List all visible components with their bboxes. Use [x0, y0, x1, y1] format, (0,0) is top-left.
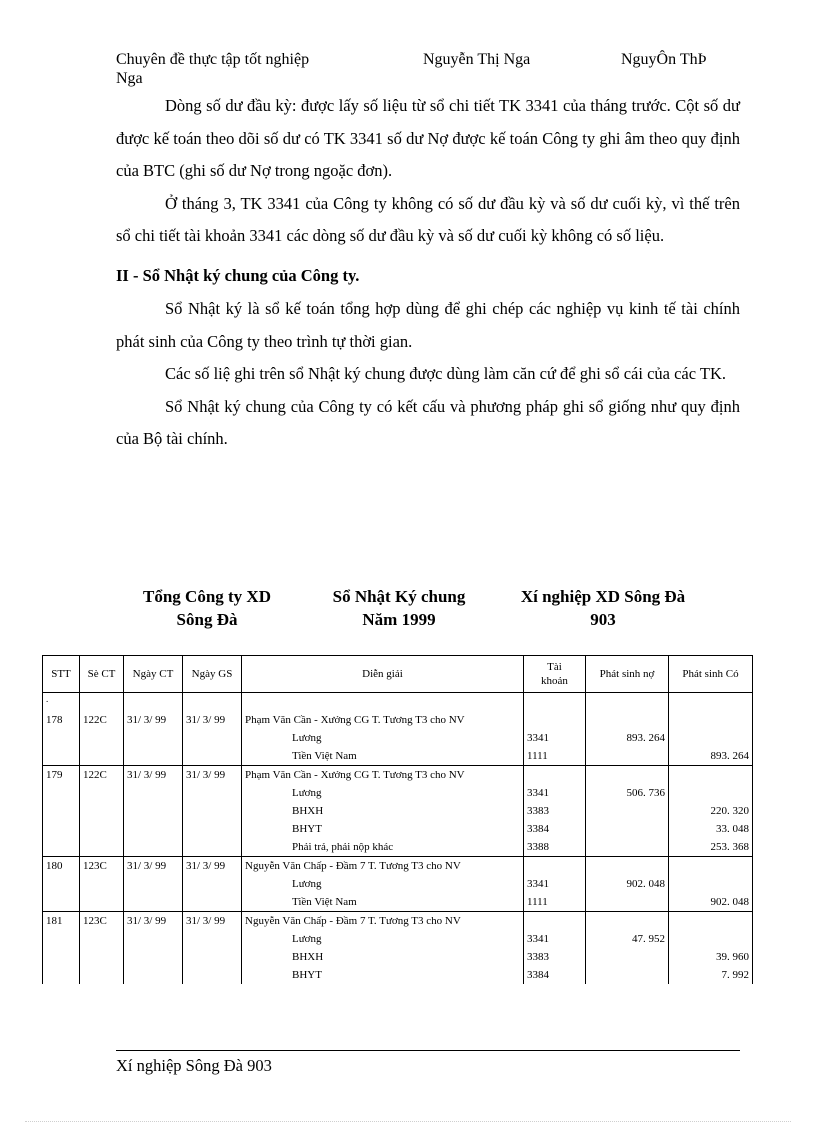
line-label: Tiền Việt Nam: [242, 747, 524, 766]
line-credit: [669, 729, 753, 747]
line-account: 1111: [524, 893, 586, 912]
col-header-tai-khoan: [524, 656, 586, 693]
section-heading: II - Sổ Nhật ký chung của Công ty.: [116, 265, 360, 285]
line-debit: [586, 747, 669, 766]
line-account: 3341: [524, 729, 586, 747]
entry-description: Phạm Văn Cần - Xưởng CG T. Tương T3 cho NV: [242, 711, 524, 729]
line-credit: 33. 048: [669, 820, 753, 838]
entry-line-row: [43, 820, 753, 838]
enterprise-title-line1: Xí nghiệp XD Sông Đà: [520, 587, 686, 606]
entry-so-ct: 122C: [80, 766, 124, 785]
line-label: Lương: [242, 784, 524, 802]
entry-ngay-ct: 31/ 3/ 99: [124, 857, 183, 876]
company-title-line1: Tổng Công ty XD: [143, 587, 271, 606]
header-author-wrap: Nga: [116, 70, 143, 87]
line-account: 3384: [524, 820, 586, 838]
page-edge-line: [25, 1121, 791, 1122]
line-credit: 893. 264: [669, 747, 753, 766]
header-author: Nguyễn Thị Nga: [423, 51, 531, 68]
line-account: 1111: [524, 747, 586, 766]
line-account: 3341: [524, 930, 586, 948]
entry-so-ct: 123C: [80, 857, 124, 876]
journal-title-line2: Năm 1999: [362, 610, 436, 629]
col-header-phat-sinh-no: Phát sinh nợ: [586, 656, 669, 693]
line-label: BHXH: [242, 802, 524, 820]
entry-stt: 181: [43, 912, 80, 931]
line-label: BHYT: [242, 966, 524, 984]
line-account: 3384: [524, 966, 586, 984]
entry-line-row: [43, 802, 753, 820]
line-debit: [586, 820, 669, 838]
journal-title: [316, 585, 482, 631]
line-debit: 47. 952: [586, 930, 669, 948]
col-header-tai-khoan-line2: khoản: [541, 675, 568, 687]
line-credit: [669, 930, 753, 948]
entry-ngay-ct: 31/ 3/ 99: [124, 912, 183, 931]
entry-description: Nguyễn Văn Chấp - Đầm 7 T. Tương T3 cho NV: [242, 912, 524, 931]
entry-ngay-ct: 31/ 3/ 99: [124, 711, 183, 729]
body-text: [116, 90, 740, 456]
col-header-dien-giai: Diễn giải: [242, 656, 524, 693]
line-debit: [586, 966, 669, 984]
entry-ngay-gs: 31/ 3/ 99: [183, 711, 242, 729]
line-credit: 39. 960: [669, 948, 753, 966]
col-header-stt: STT: [43, 656, 80, 693]
col-header-tai-khoan-line1: Tài: [547, 661, 562, 673]
line-account: 3341: [524, 784, 586, 802]
paragraph-journal-structure: Sổ Nhật ký chung của Công ty có kết cấu và phương pháp ghi sổ giống như quy định của Bộ tài chính.: [116, 396, 740, 448]
entry-stt: 178: [43, 711, 80, 729]
line-debit: [586, 838, 669, 857]
line-debit: 506. 736: [586, 784, 669, 802]
line-credit: [669, 784, 753, 802]
col-header-phat-sinh-co: Phát sinh Có: [669, 656, 753, 693]
entry-line-row: [43, 966, 753, 984]
header-author-garbled: NguyÔn ThÞ: [621, 51, 707, 68]
line-debit: [586, 893, 669, 912]
entry-ngay-gs: 31/ 3/ 99: [183, 766, 242, 785]
entry-ngay-ct: 31/ 3/ 99: [124, 766, 183, 785]
footer-text: Xí nghiệp Sông Đà 903: [116, 1056, 272, 1075]
paragraph-journal-usage: Các số liệ ghi trên sổ Nhật ký chung được dùng làm căn cứ để ghi sổ cái của các TK.: [165, 364, 727, 383]
line-label: Lương: [242, 875, 524, 893]
entry-ngay-gs: 31/ 3/ 99: [183, 857, 242, 876]
col-header-ngay-gs: Ngày GS: [183, 656, 242, 693]
entry-line-row: [43, 875, 753, 893]
table-spacer-row: [43, 693, 753, 712]
line-label: BHXH: [242, 948, 524, 966]
line-label: Lương: [242, 930, 524, 948]
entry-line-row: [43, 729, 753, 747]
line-credit: 7. 992: [669, 966, 753, 984]
enterprise-title: [500, 585, 706, 631]
company-title: [128, 585, 286, 631]
company-title-line2: Sông Đà: [176, 610, 238, 629]
entry-line-row: [43, 784, 753, 802]
line-account: 3388: [524, 838, 586, 857]
entry-description: Phạm Văn Cần - Xưởng CG T. Tương T3 cho NV: [242, 766, 524, 785]
line-label: Phải trả, phải nộp khác: [242, 838, 524, 857]
paragraph-journal-definition: Sổ Nhật ký là sổ kế toán tổng hợp dùng để ghi chép các nghiệp vụ kinh tế tài chính phát sinh của Công ty theo trình tự thời gian.: [116, 299, 740, 351]
entry-179-row: [43, 766, 753, 785]
spacer-mark: .: [43, 693, 80, 712]
entry-line-row: [43, 893, 753, 912]
entry-so-ct: 122C: [80, 711, 124, 729]
entry-line-row: [43, 930, 753, 948]
line-debit: [586, 948, 669, 966]
line-credit: 902. 048: [669, 893, 753, 912]
paragraph-opening-balance: Dòng số dư đầu kỳ: được lấy số liệu từ sổ chi tiết TK 3341 của tháng trước. Cột số dư được kế toán theo dõi số dư có TK 3341 số dư Nợ được kế toán Công ty ghi âm theo quy định của BTC (ghi số dư Nợ trong ngoặc đơn).: [116, 96, 740, 180]
line-label: BHYT: [242, 820, 524, 838]
line-credit: [669, 875, 753, 893]
entry-178-row: [43, 711, 753, 729]
entry-so-ct: 123C: [80, 912, 124, 931]
footer-divider: [116, 1050, 740, 1051]
entry-description: Nguyễn Văn Chấp - Đầm 7 T. Tương T3 cho NV: [242, 857, 524, 876]
entry-line-row: [43, 747, 753, 766]
line-credit: 220. 320: [669, 802, 753, 820]
line-credit: 253. 368: [669, 838, 753, 857]
entry-180-row: [43, 857, 753, 876]
table-header-row: [43, 656, 753, 693]
entry-181-row: [43, 912, 753, 931]
line-label: Tiền Việt Nam: [242, 893, 524, 912]
col-header-so-ct: Sè CT: [80, 656, 124, 693]
line-debit: [586, 802, 669, 820]
journal-title-line1: Sổ Nhật Ký chung: [332, 587, 466, 606]
enterprise-title-line2: 903: [590, 610, 616, 629]
line-account: 3341: [524, 875, 586, 893]
entry-stt: 179: [43, 766, 80, 785]
entry-line-row: [43, 838, 753, 857]
header-title: Chuyên đề thực tập tốt nghiệp: [116, 51, 310, 68]
entry-ngay-gs: 31/ 3/ 99: [183, 912, 242, 931]
line-debit: 902. 048: [586, 875, 669, 893]
col-header-ngay-ct: Ngày CT: [124, 656, 183, 693]
line-account: 3383: [524, 802, 586, 820]
paragraph-march-balance: Ở tháng 3, TK 3341 của Công ty không có số dư đầu kỳ và số dư cuối kỳ, vì thế trên sổ chi tiết tài khoản 3341 các dòng số dư đầu kỳ và số dư cuối kỳ không có số liệu.: [116, 193, 740, 245]
line-label: Lương: [242, 729, 524, 747]
entry-stt: 180: [43, 857, 80, 876]
line-debit: 893. 264: [586, 729, 669, 747]
journal-table: [42, 655, 753, 984]
line-account: 3383: [524, 948, 586, 966]
entry-line-row: [43, 948, 753, 966]
